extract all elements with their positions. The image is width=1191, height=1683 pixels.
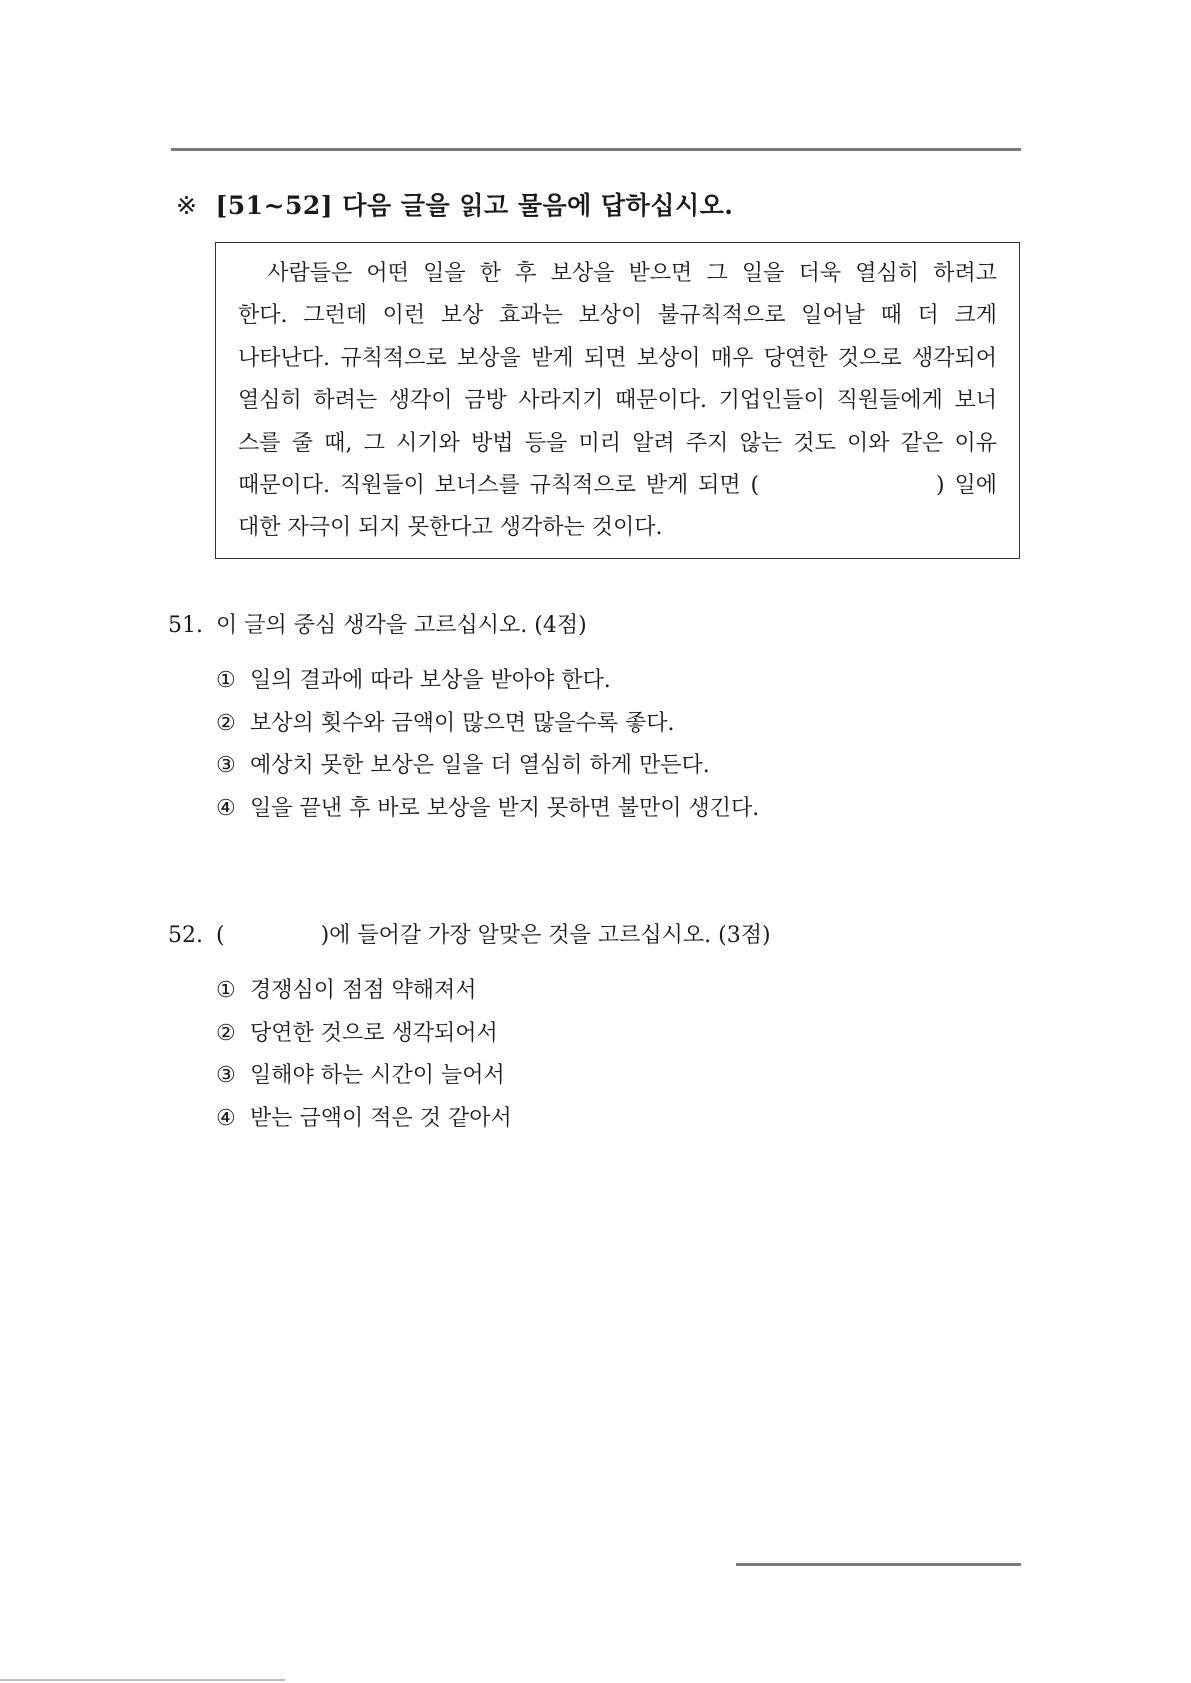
header-rule bbox=[171, 148, 1021, 151]
question-52-options bbox=[216, 970, 512, 1140]
question-51 bbox=[168, 608, 587, 639]
option-number: ② bbox=[216, 710, 236, 736]
passage-line: 대한 자극이 되지 못한다고 생각하는 것이다. bbox=[238, 515, 663, 541]
question-text: 이 글의 중심 생각을 고르십시오. (4점) bbox=[216, 613, 587, 638]
question-52 bbox=[168, 918, 771, 949]
question-number: 51. bbox=[168, 613, 203, 638]
question-number: 52. bbox=[168, 923, 203, 948]
option-3[interactable] bbox=[216, 745, 759, 788]
option-number: ④ bbox=[216, 795, 236, 821]
reading-passage-box bbox=[215, 242, 1020, 559]
option-text: 예상치 못한 보상은 일을 더 열심히 하게 만든다. bbox=[250, 753, 710, 778]
passage-line: 열심히 하려는 생각이 금방 사라지기 때문이다. 기업인들이 직원들에게 보너 bbox=[238, 388, 997, 414]
question-text: )에 들어갈 가장 알맞은 것을 고르십시오. (3점) bbox=[320, 923, 771, 948]
reference-mark: ※ bbox=[176, 191, 198, 220]
option-text: 보상의 횟수와 금액이 많으면 많을수록 좋다. bbox=[250, 710, 675, 736]
passage-line: 때문이다. 직원들이 보너스를 규칙적으로 받게 되면 ( ) 일에 bbox=[238, 472, 997, 498]
passage-line: 나타난다. 규칙적으로 보상을 받게 되면 보상이 매우 당연한 것으로 생각되어 bbox=[238, 345, 997, 371]
option-text: 당연한 것으로 생각되어서 bbox=[250, 1020, 498, 1046]
instruction-text: [51~52] 다음 글을 읽고 물음에 답하십시오. bbox=[215, 191, 734, 220]
option-number: ③ bbox=[216, 1063, 236, 1088]
blank-open-paren: ( bbox=[216, 923, 225, 948]
question-51-options bbox=[216, 660, 759, 830]
option-4[interactable] bbox=[216, 1098, 512, 1141]
option-number: ② bbox=[216, 1020, 236, 1046]
option-2[interactable] bbox=[216, 703, 759, 746]
option-1[interactable] bbox=[216, 970, 512, 1013]
option-4[interactable] bbox=[216, 788, 759, 831]
option-text: 일을 끝낸 후 바로 보상을 받지 못하면 불만이 생긴다. bbox=[250, 795, 760, 821]
option-text: 받는 금액이 적은 것 같아서 bbox=[250, 1105, 512, 1131]
option-number: ① bbox=[216, 668, 236, 693]
option-number: ① bbox=[216, 978, 236, 1003]
option-text: 일의 결과에 따라 보상을 받아야 한다. bbox=[250, 668, 611, 693]
passage-line: 스를 줄 때, 그 시기와 방법 등을 미리 알려 주지 않는 것도 이와 같은 이유 bbox=[238, 430, 997, 456]
option-text: 경쟁심이 점점 약해져서 bbox=[250, 978, 477, 1003]
option-text: 일해야 하는 시간이 늘어서 bbox=[250, 1063, 505, 1088]
option-number: ③ bbox=[216, 753, 236, 778]
footer-edge-line bbox=[0, 1679, 285, 1681]
footer-rule bbox=[736, 1563, 1021, 1566]
passage-line: 한다. 그런데 이런 보상 효과는 보상이 불규칙적으로 일어날 때 더 크게 bbox=[238, 303, 997, 329]
option-number: ④ bbox=[216, 1105, 236, 1131]
instruction-heading bbox=[176, 186, 733, 222]
passage-line: 사람들은 어떤 일을 한 후 보상을 받으면 그 일을 더욱 열심히 하려고 bbox=[238, 261, 997, 286]
option-2[interactable] bbox=[216, 1013, 512, 1056]
option-1[interactable] bbox=[216, 660, 759, 703]
option-3[interactable] bbox=[216, 1055, 512, 1098]
